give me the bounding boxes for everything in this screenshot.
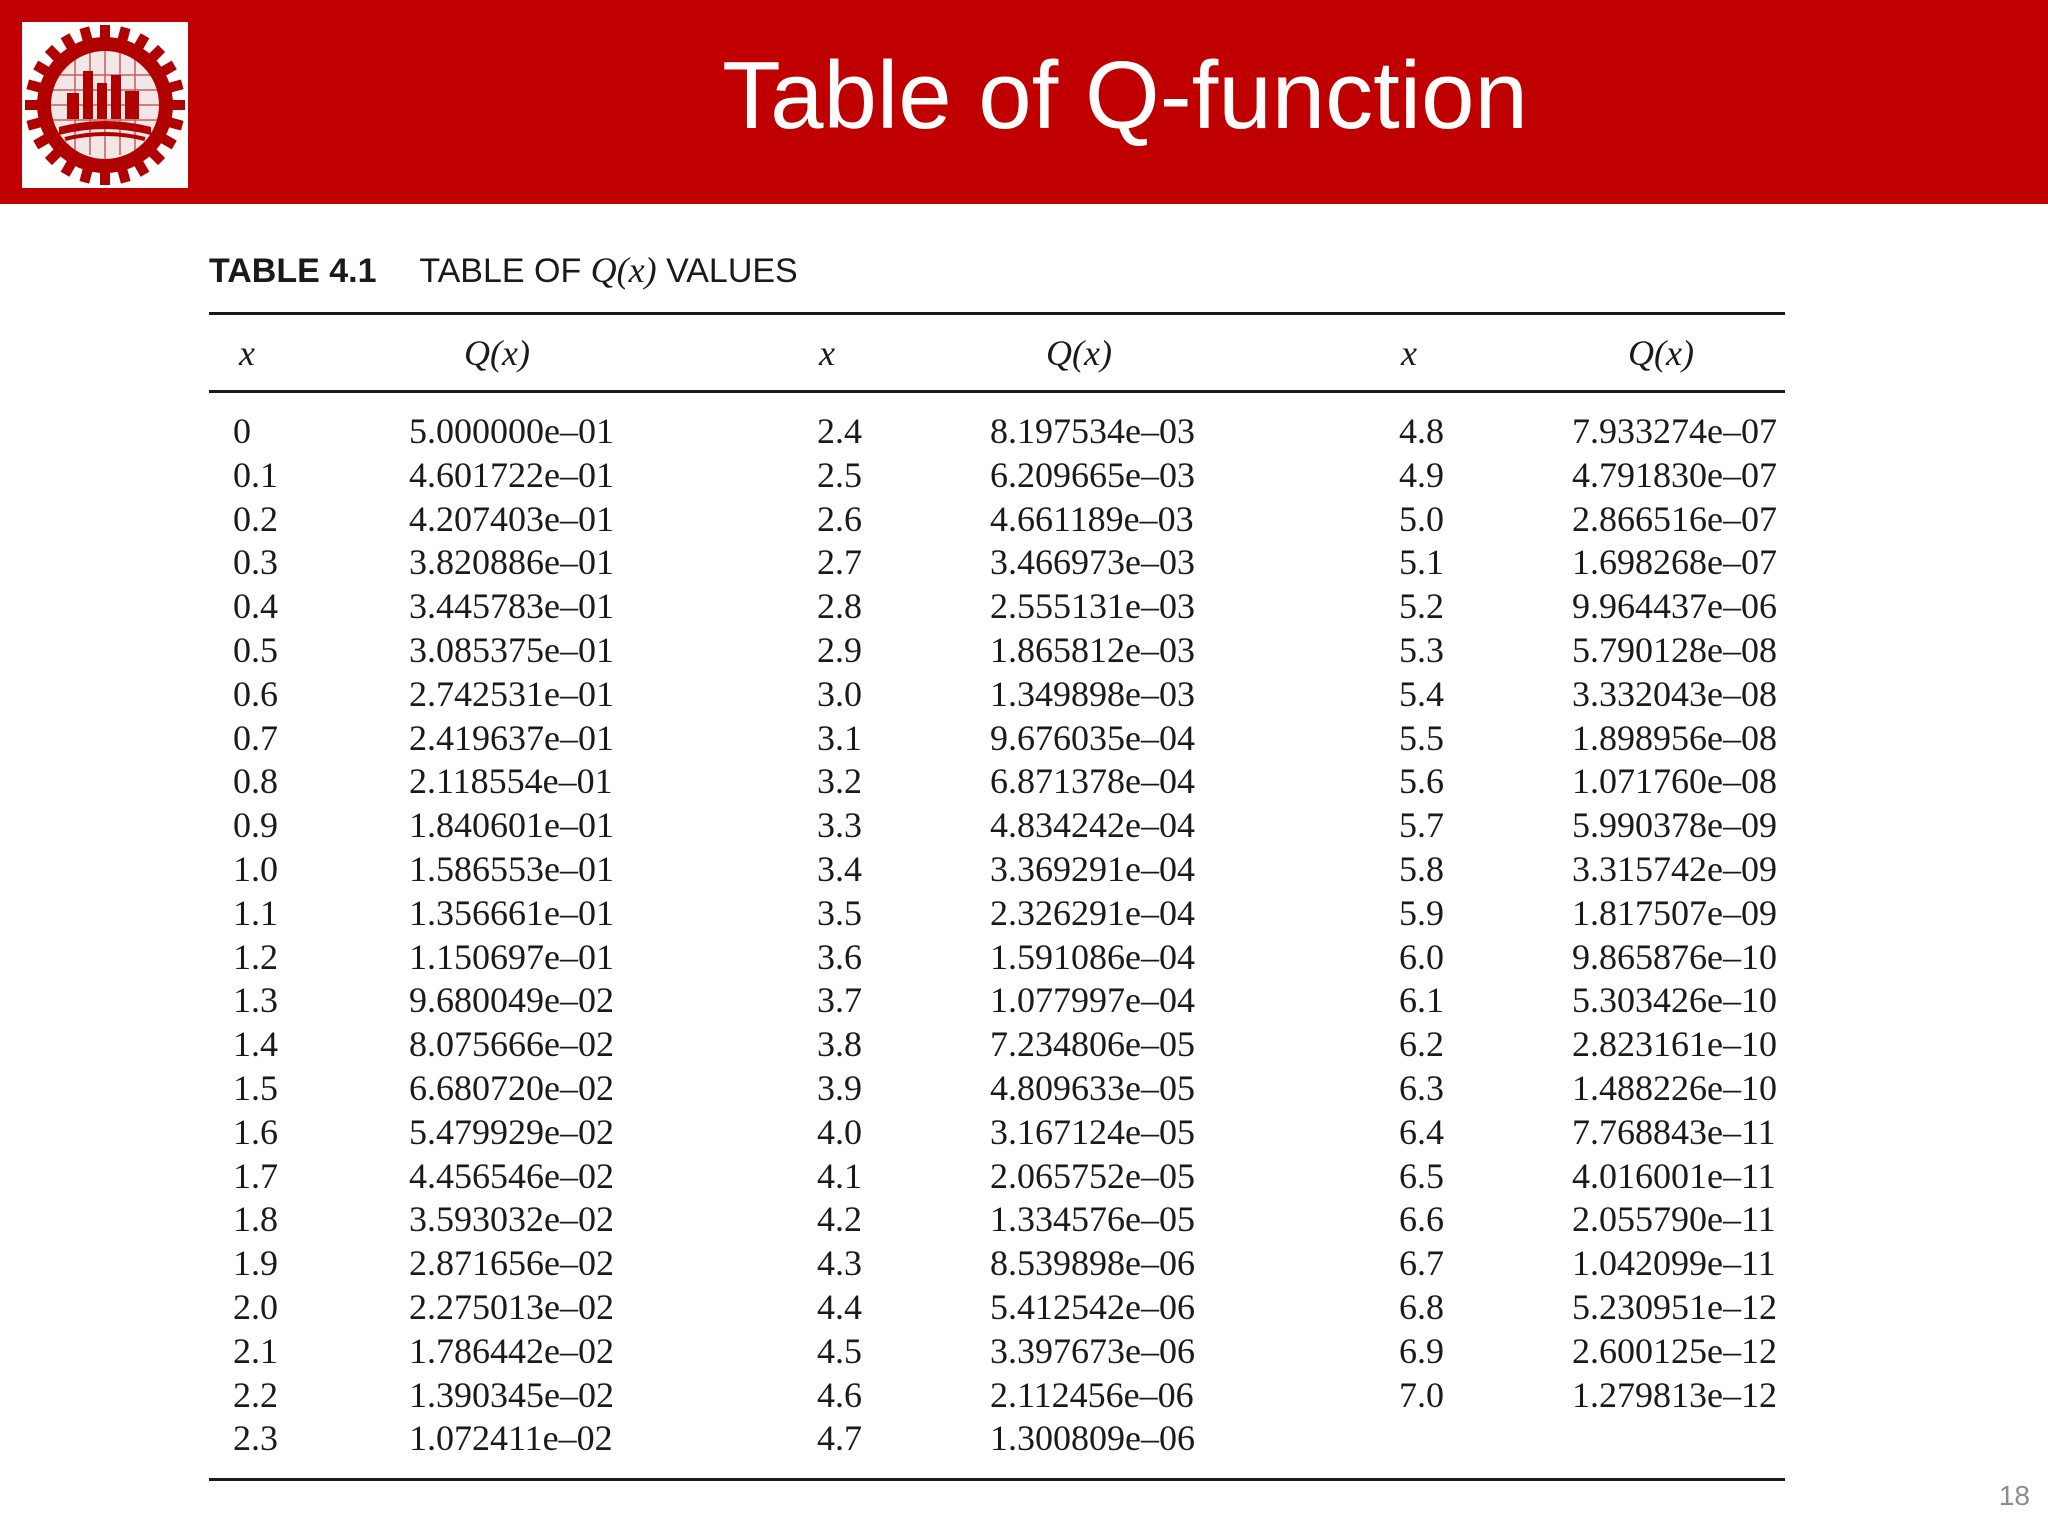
table-cell: 8.539898e–06: [990, 1243, 1195, 1284]
table-bottom-rule: [209, 1478, 1785, 1481]
gear-emblem-icon: [22, 22, 188, 188]
table-cell: 5.4: [1399, 673, 1444, 714]
table-cell: 4.456546e–02: [409, 1155, 614, 1196]
table-cell: 2.555131e–03: [990, 586, 1195, 627]
table-cell: 1.488226e–10: [1572, 1067, 1777, 1108]
header-q-2: Q(x): [1046, 333, 1112, 373]
table-cell: 4.6: [817, 1374, 862, 1415]
table-number: TABLE 4.1: [209, 252, 377, 290]
table-cell: 1.586553e–01: [409, 848, 614, 889]
table-cell: 1.071760e–08: [1572, 761, 1777, 802]
table-cell: 1.356661e–01: [409, 892, 614, 933]
table-top-rule: [209, 312, 1785, 315]
table-cell: 4.9: [1399, 454, 1444, 495]
table-cell: 1.591086e–04: [990, 936, 1195, 977]
q-column-1: [409, 410, 614, 1461]
header-x-3: x: [1401, 333, 1417, 373]
table-cell: 6.6: [1399, 1199, 1444, 1240]
table-cell: 1.300809e–06: [990, 1418, 1195, 1459]
table-cell: 2.823161e–10: [1572, 1024, 1777, 1065]
table-cell: 1.0: [233, 848, 278, 889]
table-cell: 2.326291e–04: [990, 892, 1195, 933]
table-cell: 1.7: [233, 1155, 278, 1196]
table-cell: 1.698268e–07: [1572, 542, 1777, 583]
table-cell: 7.234806e–05: [990, 1024, 1195, 1065]
table-cell: 3.1: [817, 717, 862, 758]
table-cell: 5.303426e–10: [1572, 980, 1777, 1021]
table-cell: 4.834242e–04: [990, 805, 1195, 846]
table-cell: 0.5: [233, 629, 278, 670]
table-cell: 4.601722e–01: [409, 454, 614, 495]
table-cell: 1.3: [233, 980, 278, 1021]
table-cell: 3.0: [817, 673, 862, 714]
slide-title: Table of Q-function: [722, 42, 1528, 149]
table-cell: 1.072411e–02: [409, 1418, 613, 1459]
table-cell: 5.2: [1399, 586, 1444, 627]
table-cell: 2.275013e–02: [409, 1286, 614, 1327]
table-cell: 2.118554e–01: [409, 761, 613, 802]
table-cell: 6.7: [1399, 1243, 1444, 1284]
caption-suffix: VALUES: [666, 252, 798, 290]
table-cell: 4.4: [817, 1286, 862, 1327]
table-cell: 3.315742e–09: [1572, 848, 1777, 889]
table-cell: 3.332043e–08: [1572, 673, 1777, 714]
header-q-1: Q(x): [464, 333, 530, 373]
table-cell: 1.077997e–04: [990, 980, 1195, 1021]
table-cell: 2.065752e–05: [990, 1155, 1195, 1196]
x-column-1: [233, 410, 278, 1461]
table-cell: 8.197534e–03: [990, 411, 1195, 451]
table-cell: 3.593032e–02: [409, 1199, 614, 1240]
table-cell: 1.150697e–01: [409, 936, 614, 977]
table-cell: 3.369291e–04: [990, 848, 1195, 889]
table-cell: 1.5: [233, 1067, 278, 1108]
table-header-rule: [209, 390, 1785, 393]
slide-header: [0, 0, 2048, 204]
table-cell: 4.207403e–01: [409, 498, 614, 539]
table-caption: [209, 246, 798, 294]
table-cell: 3.8: [817, 1024, 862, 1065]
table-cell: 6.8: [1399, 1286, 1444, 1327]
table-cell: 1.9: [233, 1243, 278, 1284]
table-cell: 7.933274e–07: [1572, 411, 1777, 451]
caption-prefix: TABLE OF: [419, 252, 582, 290]
table-cell: 2.055790e–11: [1572, 1199, 1776, 1240]
table-cell: 6.9: [1399, 1330, 1444, 1371]
table-cell: 1.4: [233, 1024, 278, 1065]
table-cell: 6.4: [1399, 1111, 1444, 1152]
table-cell: 5.3: [1399, 629, 1444, 670]
table-cell: 6.1: [1399, 980, 1444, 1021]
table-cell: 2.4: [817, 411, 862, 451]
table-cell: 5.6: [1399, 761, 1444, 802]
table-cell: 2.3: [233, 1418, 278, 1459]
table-cell: 6.0: [1399, 936, 1444, 977]
table-cell: 2.6: [817, 498, 862, 539]
table-cell: 0.8: [233, 761, 278, 802]
table-cell: 2.5: [817, 454, 862, 495]
table-cell: 0.1: [233, 454, 278, 495]
header-x-1: x: [239, 333, 255, 373]
table-cell: 4.8: [1399, 411, 1444, 451]
table-cell: 2.1: [233, 1330, 278, 1371]
table-cell: 4.809633e–05: [990, 1067, 1195, 1108]
table-cell: 2.7: [817, 542, 862, 583]
table-cell: 2.866516e–07: [1572, 498, 1777, 539]
table-cell: 5.5: [1399, 717, 1444, 758]
table-cell: 2.9: [817, 629, 862, 670]
table-cell: 4.016001e–11: [1572, 1155, 1776, 1196]
table-cell: 4.3: [817, 1243, 862, 1284]
table-cell: 3.085375e–01: [409, 629, 614, 670]
table-cell: 1.898956e–08: [1572, 717, 1777, 758]
table-cell: 2.600125e–12: [1572, 1330, 1777, 1371]
table-cell: 4.2: [817, 1199, 862, 1240]
table-cell: 6.5: [1399, 1155, 1444, 1196]
table-cell: 6.209665e–03: [990, 454, 1195, 495]
table-cell: 5.412542e–06: [990, 1286, 1195, 1327]
table-cell: 6.3: [1399, 1067, 1444, 1108]
table-cell: 1.6: [233, 1111, 278, 1152]
table-cell: 5.0: [1399, 498, 1444, 539]
table-cell: 3.9: [817, 1067, 862, 1108]
table-cell: 9.865876e–10: [1572, 936, 1777, 977]
table-cell: 0.2: [233, 498, 278, 539]
table-cell: 3.820886e–01: [409, 542, 614, 583]
table-cell: 3.4: [817, 848, 862, 889]
university-logo: [22, 22, 188, 188]
table-cell: 0.9: [233, 805, 278, 846]
table-cell: 1.042099e–11: [1572, 1243, 1776, 1284]
table-cell: 6.2: [1399, 1024, 1444, 1065]
table-cell: 3.3: [817, 805, 862, 846]
table-cell: 9.676035e–04: [990, 717, 1195, 758]
table-cell: 8.075666e–02: [409, 1024, 614, 1065]
table-cell: 3.466973e–03: [990, 542, 1195, 583]
table-cell: 5.230951e–12: [1572, 1286, 1777, 1327]
table-cell: 6.871378e–04: [990, 761, 1195, 802]
x-column-2: [817, 410, 862, 1461]
table-cell: 7.768843e–11: [1572, 1111, 1776, 1152]
table-cell: 9.964437e–06: [1572, 586, 1777, 627]
table-cell: 1.786442e–02: [409, 1330, 614, 1371]
table-cell: 5.7: [1399, 805, 1444, 846]
q-table-body: [209, 410, 1785, 1460]
table-cell: 5.990378e–09: [1572, 805, 1777, 846]
table-cell: 2.419637e–01: [409, 717, 614, 758]
table-cell: 5.8: [1399, 848, 1444, 889]
table-cell: 0.6: [233, 673, 278, 714]
table-cell: 3.5: [817, 892, 862, 933]
table-cell: 0.3: [233, 542, 278, 583]
table-header-row: [209, 320, 1785, 386]
table-cell: 1.817507e–09: [1572, 892, 1777, 933]
x-column-3: [1399, 410, 1444, 1417]
table-cell: 1.2: [233, 936, 278, 977]
table-cell: 4.661189e–03: [990, 498, 1194, 539]
caption-symbol: Q(x): [590, 250, 657, 290]
table-cell: 3.6: [817, 936, 862, 977]
table-cell: 1.840601e–01: [409, 805, 614, 846]
table-cell: 9.680049e–02: [409, 980, 614, 1021]
table-cell: 5.000000e–01: [409, 411, 614, 451]
table-cell: 1.1: [233, 892, 278, 933]
q-column-2: [990, 410, 1195, 1461]
table-cell: 0.4: [233, 586, 278, 627]
table-cell: 5.790128e–08: [1572, 629, 1777, 670]
table-cell: 1.349898e–03: [990, 673, 1195, 714]
table-cell: 4.791830e–07: [1572, 454, 1777, 495]
table-cell: 5.479929e–02: [409, 1111, 614, 1152]
table-cell: 2.2: [233, 1374, 278, 1415]
table-cell: 6.680720e–02: [409, 1067, 614, 1108]
header-q-3: Q(x): [1628, 333, 1694, 373]
table-cell: 1.390345e–02: [409, 1374, 614, 1415]
table-cell: 5.9: [1399, 892, 1444, 933]
q-column-3: [1572, 410, 1777, 1417]
header-x-2: x: [819, 333, 835, 373]
table-cell: 4.0: [817, 1111, 862, 1152]
table-cell: 3.167124e–05: [990, 1111, 1195, 1152]
table-cell: 7.0: [1399, 1374, 1444, 1415]
table-cell: 3.397673e–06: [990, 1330, 1195, 1371]
table-cell: 2.8: [817, 586, 862, 627]
table-cell: 1.279813e–12: [1572, 1374, 1777, 1415]
table-cell: 0: [233, 411, 251, 451]
table-cell: 2.0: [233, 1286, 278, 1327]
table-cell: 4.5: [817, 1330, 862, 1371]
table-cell: 1.865812e–03: [990, 629, 1195, 670]
table-cell: 2.871656e–02: [409, 1243, 614, 1284]
table-cell: 2.112456e–06: [990, 1374, 1194, 1415]
table-cell: 0.7: [233, 717, 278, 758]
table-cell: 4.7: [817, 1418, 862, 1459]
page-number: 18: [1998, 1480, 2030, 1511]
table-cell: 1.334576e–05: [990, 1199, 1195, 1240]
table-cell: 3.445783e–01: [409, 586, 614, 627]
table-cell: 3.7: [817, 980, 862, 1021]
table-cell: 5.1: [1399, 542, 1444, 583]
table-cell: 1.8: [233, 1199, 278, 1240]
table-cell: 3.2: [817, 761, 862, 802]
table-cell: 4.1: [817, 1155, 862, 1196]
table-cell: 2.742531e–01: [409, 673, 614, 714]
